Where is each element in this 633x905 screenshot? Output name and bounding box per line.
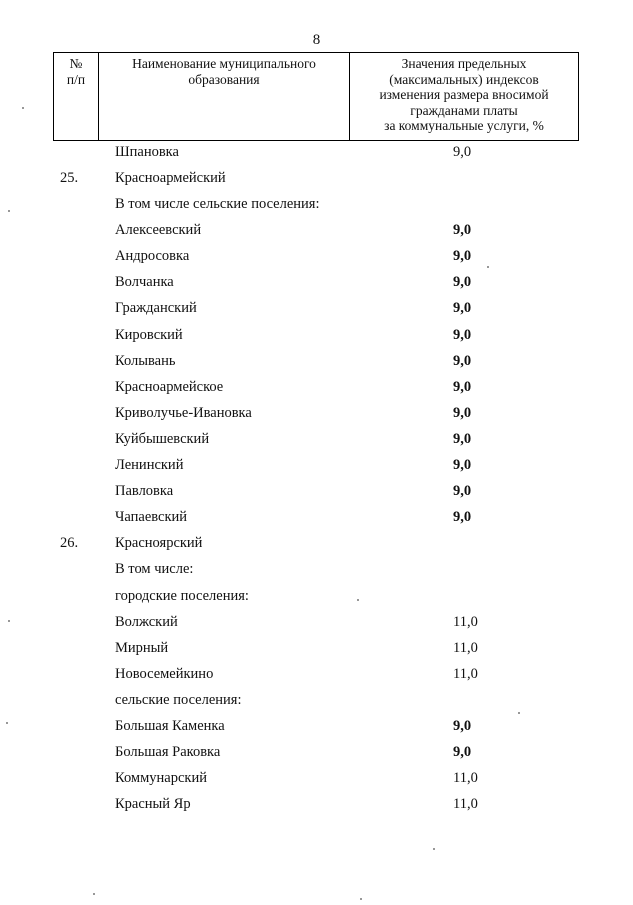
index-value: 9,0 — [453, 509, 472, 526]
scan-speck — [433, 848, 435, 850]
table-row — [0, 428, 633, 454]
table-row — [0, 715, 633, 741]
municipality-name: Красноярский — [115, 535, 203, 552]
index-value: 11,0 — [453, 796, 478, 813]
table-row — [0, 506, 633, 532]
municipality-name: Мирный — [115, 639, 169, 656]
row-number: 25. — [60, 170, 79, 186]
table-row — [0, 558, 633, 584]
table-row — [0, 141, 633, 167]
index-value: 9,0 — [453, 457, 472, 474]
table-row — [0, 663, 633, 689]
index-value: 9,0 — [453, 717, 472, 734]
index-value: 9,0 — [453, 248, 472, 265]
index-value: 9,0 — [453, 144, 472, 160]
municipality-name: Павловка — [115, 483, 174, 500]
municipality-name: Большая Каменка — [115, 717, 225, 734]
municipality-name: Волчанка — [115, 274, 174, 291]
header-index-value-column: Значения предельных (максимальных) индексов изменения размера вносимой гражданами платы за коммунальные услуги, % — [379, 56, 549, 133]
index-value: 9,0 — [453, 222, 472, 239]
table-row — [0, 350, 633, 376]
index-value: 11,0 — [453, 770, 478, 787]
index-value: 11,0 — [453, 639, 478, 656]
table-row — [0, 271, 633, 297]
scan-speck — [6, 722, 8, 724]
table-row — [0, 585, 633, 611]
municipality-name: В том числе: — [115, 561, 194, 578]
municipality-name: Криволучье-Ивановка — [115, 404, 252, 421]
municipality-name: сельские поселения: — [115, 691, 242, 708]
municipality-name: Алексеевский — [115, 222, 202, 239]
table-row — [0, 193, 633, 219]
index-value: 9,0 — [453, 404, 472, 421]
municipality-name: Волжский — [115, 613, 178, 630]
index-value: 9,0 — [453, 378, 472, 395]
index-value: 9,0 — [453, 430, 472, 447]
index-value: 9,0 — [453, 352, 472, 369]
table-row — [0, 245, 633, 271]
scan-speck — [8, 210, 10, 212]
table-row — [0, 402, 633, 428]
municipality-name: Куйбышевский — [115, 430, 210, 447]
municipality-name: Чапаевский — [115, 509, 188, 526]
table-row — [0, 167, 633, 193]
municipality-name: Гражданский — [115, 300, 197, 317]
scan-speck — [22, 107, 24, 109]
municipality-name: Новосемейкино — [115, 665, 214, 682]
table-row — [0, 480, 633, 506]
table-row — [0, 741, 633, 767]
table-row — [0, 324, 633, 350]
table-row — [0, 297, 633, 323]
index-value: 9,0 — [453, 300, 472, 317]
header-municipality-column: Наименование муниципального образования — [99, 53, 350, 140]
scan-speck — [8, 620, 10, 622]
municipality-name: городские поселения: — [115, 587, 249, 604]
table-row — [0, 611, 633, 637]
municipality-name: Коммунарский — [115, 770, 207, 787]
table-header — [53, 52, 579, 141]
municipality-name: Красный Яр — [115, 796, 191, 813]
scan-speck — [518, 712, 520, 714]
table-row — [0, 793, 633, 819]
page-number: 8 — [312, 32, 321, 48]
municipality-name: Колывань — [115, 352, 176, 369]
table-body — [0, 141, 633, 819]
table-row — [0, 454, 633, 480]
scan-speck — [360, 898, 362, 900]
index-value: 9,0 — [453, 744, 472, 761]
row-number: 26. — [60, 535, 79, 552]
municipality-name: В том числе сельские поселения: — [115, 196, 320, 213]
municipality-name: Шпановка — [115, 144, 179, 160]
municipality-name: Большая Раковка — [115, 744, 221, 761]
table-row — [0, 689, 633, 715]
scan-speck — [357, 599, 359, 601]
table-row — [0, 532, 633, 558]
table-row — [0, 637, 633, 663]
table-row — [0, 767, 633, 793]
municipality-name: Кировский — [115, 326, 183, 343]
index-value: 9,0 — [453, 326, 472, 343]
municipality-name: Ленинский — [115, 457, 184, 474]
scan-speck — [93, 893, 95, 895]
index-value: 11,0 — [453, 613, 478, 630]
scan-speck — [487, 266, 489, 268]
table-row — [0, 376, 633, 402]
header-number-column: № п/п — [54, 53, 99, 140]
index-value: 11,0 — [453, 665, 478, 682]
municipality-name: Красноармейское — [115, 378, 224, 395]
index-value: 9,0 — [453, 274, 472, 291]
table-row — [0, 219, 633, 245]
municipality-name: Красноармейский — [115, 170, 226, 186]
municipality-name: Андросовка — [115, 248, 190, 265]
index-value: 9,0 — [453, 483, 472, 500]
